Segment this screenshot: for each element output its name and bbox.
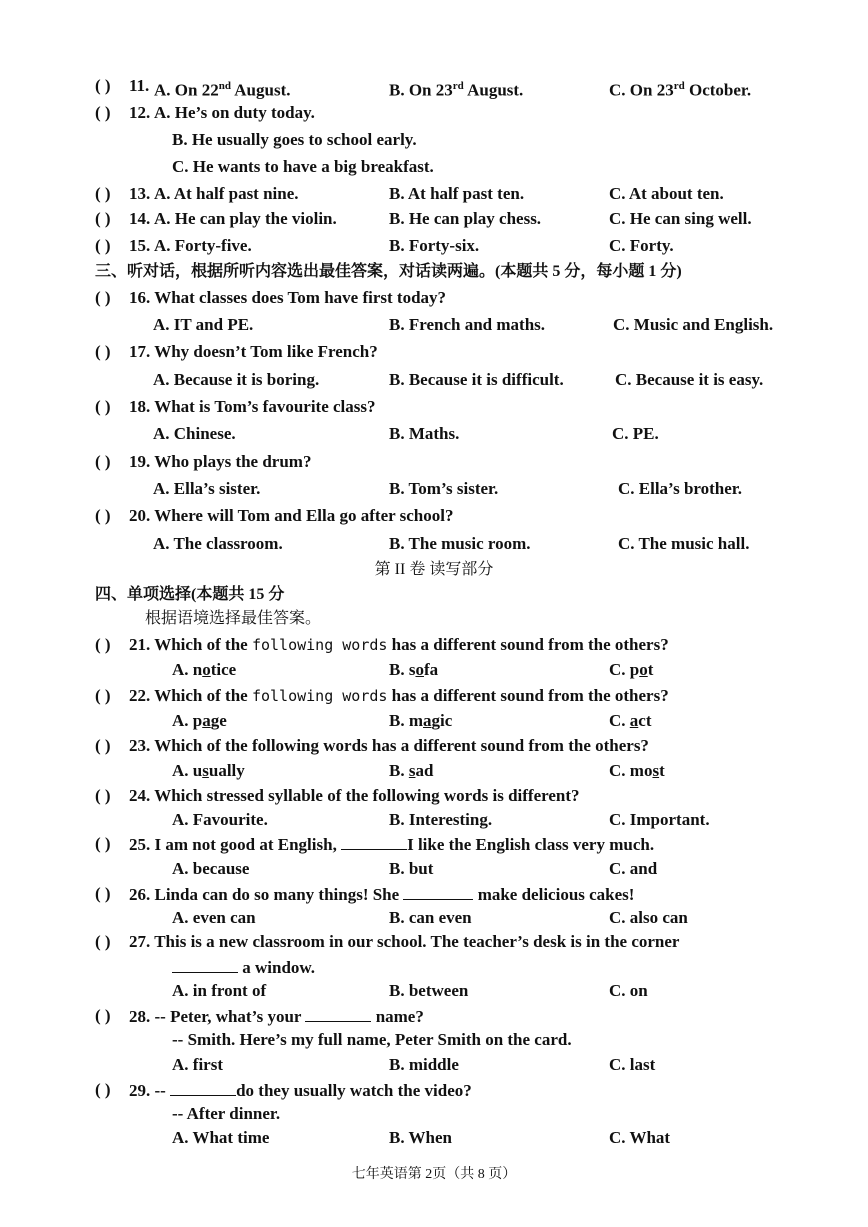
option-a: A. first [172, 1055, 223, 1074]
option-b: B. He can play chess. [389, 209, 542, 228]
question-text: 18. What is Tom’s favourite class? [129, 397, 376, 416]
option-c: C. PE. [612, 424, 659, 443]
fill-blank[interactable] [172, 954, 238, 973]
question-text: 23. Which of the following words has a different sound from the others? [129, 736, 649, 755]
option-b: B. middle [389, 1055, 459, 1074]
section-4-instruction: 根据语境选择最佳答案。 [145, 610, 322, 627]
option-c: C. and [609, 859, 658, 878]
fill-blank[interactable] [305, 1003, 371, 1022]
question-text: 26. Linda can do so many things! She make delicious cakes! [129, 881, 634, 908]
answer-blank[interactable]: ( ) [95, 184, 111, 203]
answer-blank[interactable]: ( ) [95, 1006, 111, 1025]
option-b: B. but [389, 859, 434, 878]
question-text-cont: a window. [172, 954, 315, 981]
option-a: A. He can play the violin. [154, 209, 337, 228]
answer-blank[interactable]: ( ) [95, 236, 111, 255]
option-b: B. He usually goes to school early. [172, 130, 417, 149]
option-b: B. Interesting. [389, 810, 493, 829]
option-a: A. usually [172, 761, 245, 780]
question-number: 12. [129, 103, 151, 122]
option-a: A. On 22nd August. [154, 80, 291, 100]
option-b: B. When [389, 1128, 452, 1147]
answer-blank[interactable]: ( ) [95, 288, 111, 307]
question-text: 28. -- Peter, what’s your name? [129, 1003, 424, 1030]
question-text: 21. Which of the following words has a different sound from the others? [129, 635, 669, 654]
answer-blank[interactable]: ( ) [95, 397, 111, 416]
option-c: C. Important. [609, 810, 710, 829]
option-a: A. Ella’s sister. [153, 479, 261, 498]
option-b: B. Maths. [389, 424, 460, 443]
question-text: 22. Which of the following words has a different sound from the others? [129, 686, 669, 705]
option-b: B. Forty-six. [389, 236, 480, 255]
option-c: C. What [609, 1128, 671, 1147]
option-c: C. Ella’s brother. [618, 479, 743, 498]
section-4-heading: 四、单项选择(本题共 15 分 [95, 586, 285, 603]
answer-blank[interactable]: ( ) [95, 1080, 111, 1099]
option-a: A. even can [172, 908, 256, 927]
option-c: C. on [609, 981, 648, 1000]
question-text: 25. I am not good at English, I like the English class very much. [129, 831, 654, 858]
option-b: B. The music room. [389, 534, 531, 553]
option-b: B. sad [389, 761, 434, 780]
option-b: B. between [389, 981, 469, 1000]
option-a: A. Favourite. [172, 810, 268, 829]
option-c: C. Forty. [609, 236, 674, 255]
option-c: C. The music hall. [618, 534, 750, 553]
fill-blank[interactable] [403, 881, 473, 900]
question-text: 17. Why doesn’t Tom like French? [129, 342, 378, 361]
option-c: C. most [609, 761, 665, 780]
dialogue-line: -- Smith. Here’s my full name, Peter Smith on the card. [172, 1030, 572, 1049]
option-a: A. in front of [172, 981, 267, 1000]
question-number: 11. [129, 76, 150, 95]
option-b: B. On 23rd August. [389, 80, 524, 100]
option-c: C. On 23rd October. [609, 80, 752, 100]
option-b: B. Tom’s sister. [389, 479, 499, 498]
option-a: A. Forty-five. [154, 236, 252, 255]
dialogue-line: -- After dinner. [172, 1104, 281, 1123]
part-2-heading: 第 II 卷 读写部分 [374, 561, 494, 578]
option-c: C. He wants to have a big breakfast. [172, 157, 434, 176]
option-c: C. also can [609, 908, 688, 927]
option-b: B. can even [389, 908, 472, 927]
question-text: 29. -- do they usually watch the video? [129, 1077, 472, 1104]
option-b: B. sofa [389, 660, 439, 679]
option-c: C. At about ten. [609, 184, 724, 203]
option-c: C. pot [609, 660, 654, 679]
question-number: 14. [129, 209, 151, 228]
question-text: 27. This is a new classroom in our school. The teacher’s desk is in the corner [129, 932, 680, 951]
answer-blank[interactable]: ( ) [95, 635, 111, 654]
question-text: 24. Which stressed syllable of the following words is different? [129, 786, 580, 805]
option-a: A. Because it is boring. [153, 370, 320, 389]
option-c: C. last [609, 1055, 656, 1074]
answer-blank[interactable]: ( ) [95, 932, 111, 951]
option-a: A. He’s on duty today. [154, 103, 315, 122]
option-a: A. notice [172, 660, 237, 679]
fill-blank[interactable] [170, 1077, 236, 1096]
option-a: A. What time [172, 1128, 270, 1147]
fill-blank[interactable] [341, 831, 407, 850]
option-a: A. page [172, 711, 227, 730]
option-b: B. Because it is difficult. [389, 370, 564, 389]
option-b: B. French and maths. [389, 315, 546, 334]
option-b: B. At half past ten. [389, 184, 525, 203]
answer-blank[interactable]: ( ) [95, 686, 111, 705]
question-number: 15. [129, 236, 151, 255]
option-c: C. Because it is easy. [615, 370, 764, 389]
answer-blank[interactable]: ( ) [95, 209, 111, 228]
option-c: C. act [609, 711, 652, 730]
option-a: A. because [172, 859, 250, 878]
question-number: 13. [129, 184, 151, 203]
answer-blank[interactable]: ( ) [95, 103, 111, 122]
answer-blank[interactable]: ( ) [95, 452, 111, 471]
option-a: A. At half past nine. [154, 184, 299, 203]
option-a: A. IT and PE. [153, 315, 254, 334]
option-a: A. Chinese. [153, 424, 236, 443]
option-a: A. The classroom. [153, 534, 283, 553]
question-text: 19. Who plays the drum? [129, 452, 312, 471]
section-3-heading: 三、听对话，根据所听内容选出最佳答案，对话读两遍。(本题共 5 分，每小题 1 分) [95, 263, 682, 280]
answer-blank[interactable]: ( ) [95, 884, 111, 903]
option-c: C. Music and English. [613, 315, 774, 334]
answer-blank[interactable]: ( ) [95, 736, 111, 755]
option-c: C. He can sing well. [609, 209, 752, 228]
answer-blank[interactable]: ( ) [95, 342, 111, 361]
question-text: 20. Where will Tom and Ella go after school? [129, 506, 454, 525]
option-b: B. magic [389, 711, 453, 730]
answer-blank[interactable]: ( ) [95, 506, 111, 525]
answer-blank[interactable]: ( ) [95, 76, 111, 95]
question-text: 16. What classes does Tom have first today? [129, 288, 447, 307]
page-footer: 七年英语第 2页（共 8 页） [351, 1167, 517, 1182]
answer-blank[interactable]: ( ) [95, 786, 111, 805]
answer-blank[interactable]: ( ) [95, 834, 111, 853]
